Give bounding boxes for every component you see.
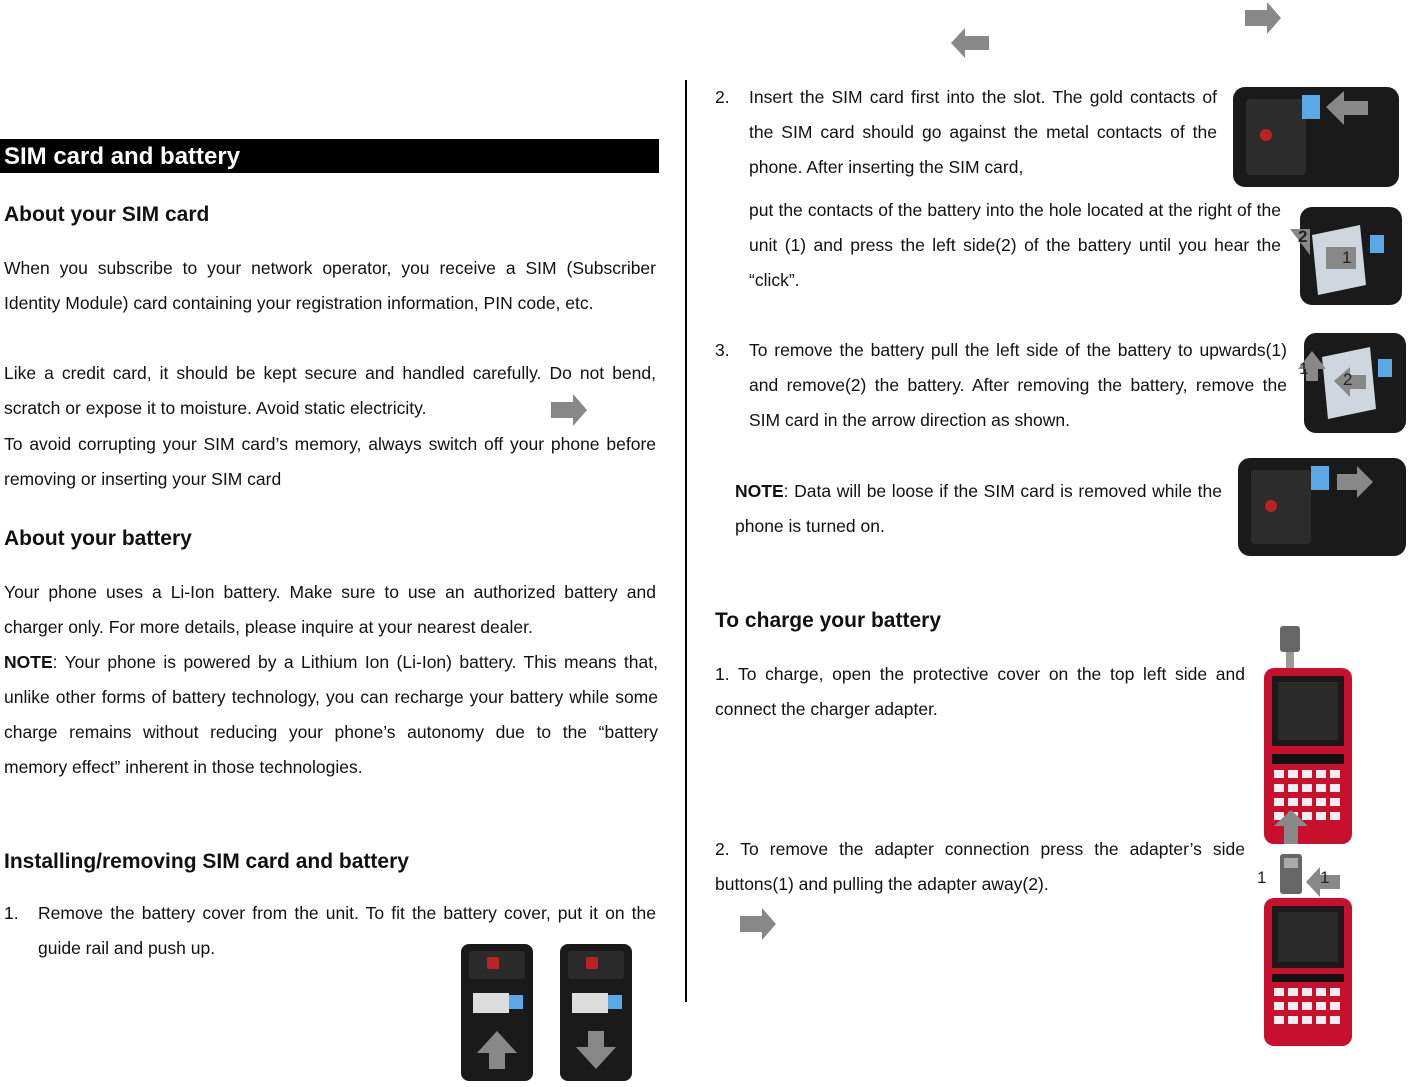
about-sim-heading: About your SIM card <box>4 203 210 226</box>
phone-charger-remove <box>1262 850 1354 1055</box>
step-1-number: 1. <box>4 903 19 923</box>
step-1-text: Remove the battery cover from the unit. To fit the battery cover, put it on the guide rail and push up. <box>38 903 656 958</box>
figure-label-2a: 2 <box>1298 227 1308 246</box>
about-sim-p2: Like a credit card, it should be kept secure and handled carefully. Do not bend, scratch or expose it to moisture. Avoid static electricity. <box>4 363 656 418</box>
phone-back-cover-up <box>459 943 535 1087</box>
step-3-note <box>735 474 1222 544</box>
right-arrow-icon <box>740 908 776 940</box>
charge-step-1: 1. To charge, open the protective cover on the top left side and connect the charger adapter. <box>715 664 1245 719</box>
right-arrow-icon <box>551 394 587 426</box>
about-sim-p1: When you subscribe to your network operator, you receive a SIM (Subscriber Identity Module) card containing your registration information, PIN code, etc. <box>4 258 656 313</box>
phone-sim-remove <box>1237 456 1407 563</box>
about-battery-heading: About your battery <box>4 527 192 550</box>
step-2-text-a: Insert the SIM card first into the slot. The gold contacts of the SIM card should go against the metal contacts of the phone. After inserting the SIM card, <box>749 87 1217 177</box>
phone-sim-insert <box>1232 85 1400 194</box>
top-right-arrow-icon <box>1245 2 1281 34</box>
about-sim-p3: To avoid corrupting your SIM card’s memory, always switch off your phone before removing or inserting your SIM card <box>4 434 656 489</box>
step-2 <box>715 80 1217 185</box>
installing-heading: Installing/removing SIM card and battery <box>4 850 409 873</box>
figure-label-1d: 1 <box>1320 868 1330 887</box>
note-label: NOTE <box>4 652 53 672</box>
figure-label-1c: 1 <box>1257 868 1267 887</box>
figure-label-2b: 2 <box>1343 370 1353 389</box>
step-3-number: 3. <box>715 340 730 360</box>
about-battery-p1: Your phone uses a Li-Ion battery. Make sure to use an authorized battery and charger only. For more details, please inquire at your nearest dealer. <box>4 582 656 637</box>
note-text: : Data will be loose if the SIM card is removed while the phone is turned on. <box>735 481 1222 536</box>
figure-label-1a: 1 <box>1342 248 1352 267</box>
top-left-arrow-icon <box>951 28 989 58</box>
charge-heading: To charge your battery <box>715 609 941 632</box>
step-2-number: 2. <box>715 87 730 107</box>
note-label: NOTE <box>735 481 784 501</box>
figure-label-1b: 1 <box>1299 359 1309 378</box>
phone-back-cover-down <box>558 943 634 1087</box>
step-3-text: To remove the battery pull the left side of the battery to upwards(1) and remove(2) the battery. After removing the battery, remove the SIM card in the arrow direction as shown. <box>749 340 1287 430</box>
section-title: SIM card and battery <box>0 139 659 173</box>
step-2-text-b: put the contacts of the battery into the hole located at the right of the unit (1) and press the left side(2) of the battery until you hear the “click”. <box>749 200 1281 290</box>
charge-step-2: 2. To remove the adapter connection press the adapter’s side buttons(1) and pulling the adapter away(2). <box>715 839 1245 894</box>
step-3 <box>715 333 1287 438</box>
about-battery-note <box>4 645 658 785</box>
note-text: : Your phone is powered by a Lithium Ion (Li-Ion) battery. This means that, unlike other forms of battery technology, you can recharge your battery while some charge remains without reducing your phone’s autonomy due to the “battery memory effect” inherent in those technologies. <box>4 652 658 777</box>
column-divider <box>685 80 687 1002</box>
up-arrow-icon <box>1274 810 1308 844</box>
